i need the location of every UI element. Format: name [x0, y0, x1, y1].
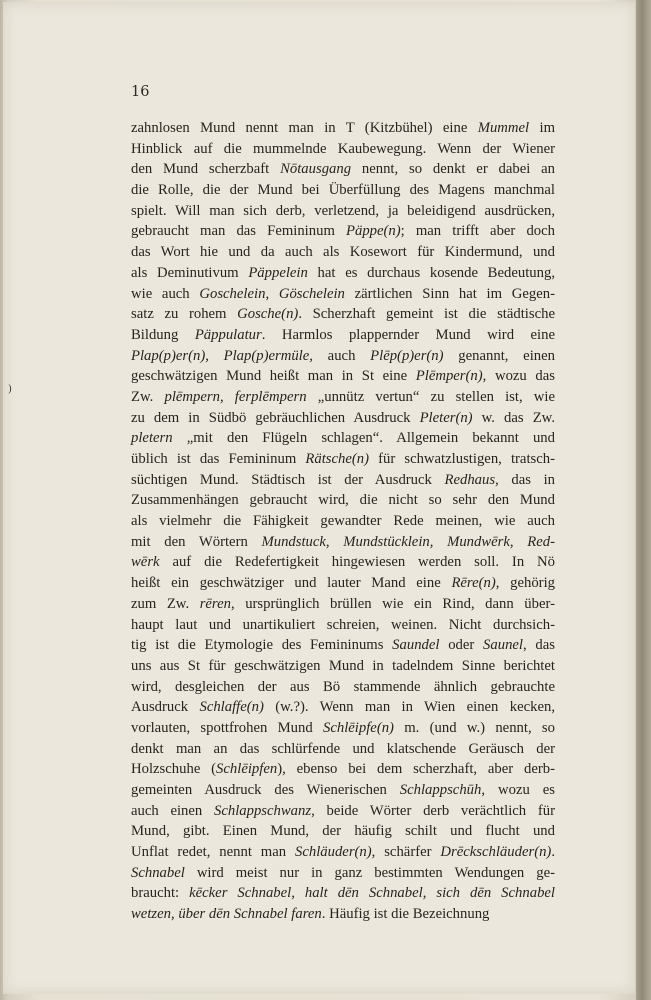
text-line	[131, 449, 555, 470]
text-line	[131, 780, 555, 801]
italic-term: Goschelein, Göschelein	[199, 285, 345, 302]
text-run: , wozu es	[481, 782, 555, 798]
text-run: . Scherzhaft gemeint ist die städtische	[298, 306, 555, 323]
text-run: zahnlosen Mund nennt man in T (Kitzbühel) eine	[131, 120, 478, 136]
text-run: Bildung	[131, 326, 195, 343]
text-run: wie auch	[131, 285, 200, 302]
italic-term: rēren	[199, 595, 231, 612]
italic-term: Mummel	[477, 120, 530, 136]
text-run: braucht:	[131, 885, 190, 902]
text-run: als vielmehr die Fähigkeit gewandter Rede meinen, wie auch	[131, 513, 555, 530]
italic-term: Drēckschläuder(n)	[440, 844, 552, 861]
italic-term: wetzen, über dēn Schnabel faren	[131, 906, 322, 923]
text-run: haupt laut und unartikuliert schreien, weinen. Nicht durchsich-	[131, 616, 555, 633]
text-run: Unflat redet, nennt man	[131, 844, 295, 861]
text-line	[131, 821, 555, 842]
text-line	[131, 159, 555, 180]
text-run: wird meist nur in ganz bestimmten Wendungen ge-	[184, 864, 555, 881]
text-run: denkt man an das schlürfende und klatschende Geräusch der	[131, 740, 555, 757]
italic-term: Schlaffe(n)	[199, 699, 264, 716]
italic-term: Redhaus	[444, 471, 496, 488]
text-line	[131, 346, 555, 367]
page-edge	[636, 0, 651, 1000]
italic-term: Plēp(p)er(n)	[370, 347, 444, 364]
text-run: genannt, einen	[443, 347, 555, 364]
text-run: Holzschuhe (	[131, 761, 217, 778]
text-run: Zusammenhängen gebraucht wird, die nicht so sehr den Mund	[131, 492, 555, 509]
text-run: , das in	[495, 471, 555, 488]
text-run: , gehörig	[495, 575, 555, 592]
text-line	[131, 739, 555, 760]
text-run: . Häufig ist die Bezeichnung	[321, 906, 490, 923]
text-run: wird, desgleichen der aus Bö stammende ähnlich gebrauchte	[131, 678, 555, 695]
text-line	[131, 635, 555, 656]
text-run: nennt, so denkt er dabei an	[351, 161, 556, 178]
text-line	[131, 552, 555, 573]
text-run: , ursprünglich brüllen wie ein Rind, dann über-	[230, 595, 555, 612]
text-run: .	[551, 844, 555, 861]
text-run: spielt. Will man sich derb, verletzend, ja beleidigend ausdrücken,	[131, 202, 555, 219]
text-run: satz zu rohem	[131, 306, 238, 323]
text-line	[131, 366, 555, 387]
text-line	[131, 118, 555, 139]
text-run: tig ist die Etymologie des Femininums	[131, 637, 393, 654]
text-line	[131, 242, 555, 263]
text-run: Zw.	[131, 388, 165, 405]
text-line	[131, 532, 555, 553]
italic-term: Saunel	[483, 637, 524, 654]
text-line	[131, 697, 555, 718]
text-run: , schärfer	[371, 844, 441, 861]
text-run: , wozu das	[482, 368, 555, 385]
italic-term: Saundel	[392, 637, 440, 654]
text-run: ), ebenso bei dem scherzhaft, aber derb-	[277, 761, 555, 778]
text-run: auch einen	[131, 802, 214, 819]
italic-term: Päppelein	[248, 264, 308, 281]
text-run: heißt ein geschwätziger und lauter Mand eine	[131, 575, 452, 592]
italic-term: Rēre(n)	[451, 575, 496, 592]
italic-term: Schlappschwanz	[213, 802, 312, 819]
text-line	[131, 490, 555, 511]
text-run: (w.?). Wenn man in Wien einen kecken,	[263, 699, 556, 716]
text-line	[131, 221, 555, 242]
italic-term: plēmpern, ferplēmpern	[164, 388, 307, 405]
italic-term: Plap(p)er(n), Plap(p)ermüle,	[131, 347, 313, 364]
text-run: das Wort hie und da auch als Kosewort für Kindermund, und	[131, 244, 555, 261]
text-line	[131, 180, 555, 201]
italic-term: Schlēipfen	[216, 761, 278, 778]
text-run: geschwätzigen Mund heißt man in St eine	[131, 368, 416, 385]
text-line	[131, 470, 555, 491]
italic-term: Päppe(n)	[346, 223, 401, 240]
text-run: mit den Wörtern	[131, 533, 262, 550]
text-run: die Rolle, die der Mund bei Überfüllung des Magens manchmal	[131, 182, 555, 199]
text-run: , beide Wörter derb verächtlich für	[311, 802, 555, 819]
text-run: als Deminutivum	[131, 264, 249, 281]
text-line	[131, 387, 555, 408]
italic-term: Plēmper(n)	[415, 368, 483, 385]
text-run: uns aus St für geschwätzigen Mund in tadelndem Sinne berichtet	[131, 657, 555, 674]
text-run: oder	[439, 637, 484, 654]
text-line	[131, 428, 555, 449]
page-number: 16	[131, 84, 150, 100]
text-run: hat es durchaus kosende Bedeutung,	[307, 264, 555, 281]
italic-term: wērk	[131, 554, 160, 571]
text-run: im	[529, 120, 555, 136]
text-run: , das	[523, 637, 555, 654]
italic-term: Gosche(n)	[237, 306, 299, 323]
italic-term: Pleter(n)	[419, 409, 473, 426]
text-line	[131, 201, 555, 222]
text-run: Ausdruck	[131, 699, 200, 716]
text-line	[131, 863, 555, 884]
text-run: m. (und w.) nennt, so	[393, 719, 555, 736]
text-line	[131, 677, 555, 698]
text-line	[131, 718, 555, 739]
text-line	[131, 304, 555, 325]
text-line	[131, 594, 555, 615]
italic-term: kēcker Schnabel, halt dēn Schnabel, sich dēn Schnabel	[189, 885, 556, 902]
text-line	[131, 759, 555, 780]
body-text	[131, 118, 555, 925]
text-line	[131, 573, 555, 594]
italic-term: Schlēipfe(n)	[322, 719, 394, 736]
italic-term: Päppulatur	[194, 326, 262, 343]
text-run: Mund, gibt. Einen Mund, der häufig schilt und flucht und	[131, 823, 555, 840]
text-run: „mit den Flügeln schlagen“. Allgemein bekannt und	[172, 430, 555, 447]
text-run: zärtlichen Sinn hat im Gegen-	[344, 285, 555, 302]
italic-term: Schnabel	[131, 864, 185, 881]
text-run: zu dem in Südbö gebräuchlichen Ausdruck	[131, 409, 420, 426]
text-line	[131, 284, 555, 305]
text-run: für schwatzlustigen, tratsch-	[369, 451, 555, 467]
italic-term: pletern	[131, 430, 173, 447]
text-run: zum Zw.	[131, 595, 200, 612]
text-run: „unnütz vertun“ zu stellen ist, wie	[306, 388, 556, 405]
text-run: den Mund scherzbaft	[131, 161, 281, 178]
italic-term: Schläuder(n)	[294, 844, 372, 861]
margin-mark: )	[8, 384, 12, 395]
italic-term: Mundstuck, Mundstücklein, Mundwērk, Red-	[261, 533, 555, 550]
italic-term: Nōtausgang	[280, 161, 352, 178]
text-run: ; man trifft aber doch	[400, 223, 555, 240]
text-line	[131, 325, 555, 346]
text-run: auch	[312, 347, 371, 364]
text-run: üblich ist das Femininum	[131, 451, 306, 467]
text-run: auf die Redefertigkeit hingewiesen werden soll. In Nö	[159, 554, 555, 571]
text-line	[131, 139, 555, 160]
text-run: Hinblick auf die mummelnde Kaubewegung. Wenn der Wiener	[131, 140, 555, 157]
text-line	[131, 904, 555, 925]
text-run: w. das Zw.	[472, 409, 555, 426]
text-line	[131, 263, 555, 284]
text-line	[131, 842, 555, 863]
text-line	[131, 883, 555, 904]
text-run: gemeinten Ausdruck des Wienerischen	[131, 782, 400, 798]
text-run: vorlauten, spottfrohen Mund	[131, 719, 323, 736]
text-run: . Harmlos plappernder Mund wird eine	[261, 326, 555, 343]
text-line	[131, 615, 555, 636]
text-run: süchtigen Mund. Städtisch ist der Ausdruck	[131, 471, 445, 488]
italic-term: Schlappschūh	[399, 782, 482, 798]
text-line	[131, 408, 555, 429]
text-line	[131, 656, 555, 677]
text-line	[131, 511, 555, 532]
text-run: gebraucht man das Femininum	[131, 223, 346, 240]
italic-term: Rätsche(n)	[305, 451, 369, 467]
text-line	[131, 801, 555, 822]
